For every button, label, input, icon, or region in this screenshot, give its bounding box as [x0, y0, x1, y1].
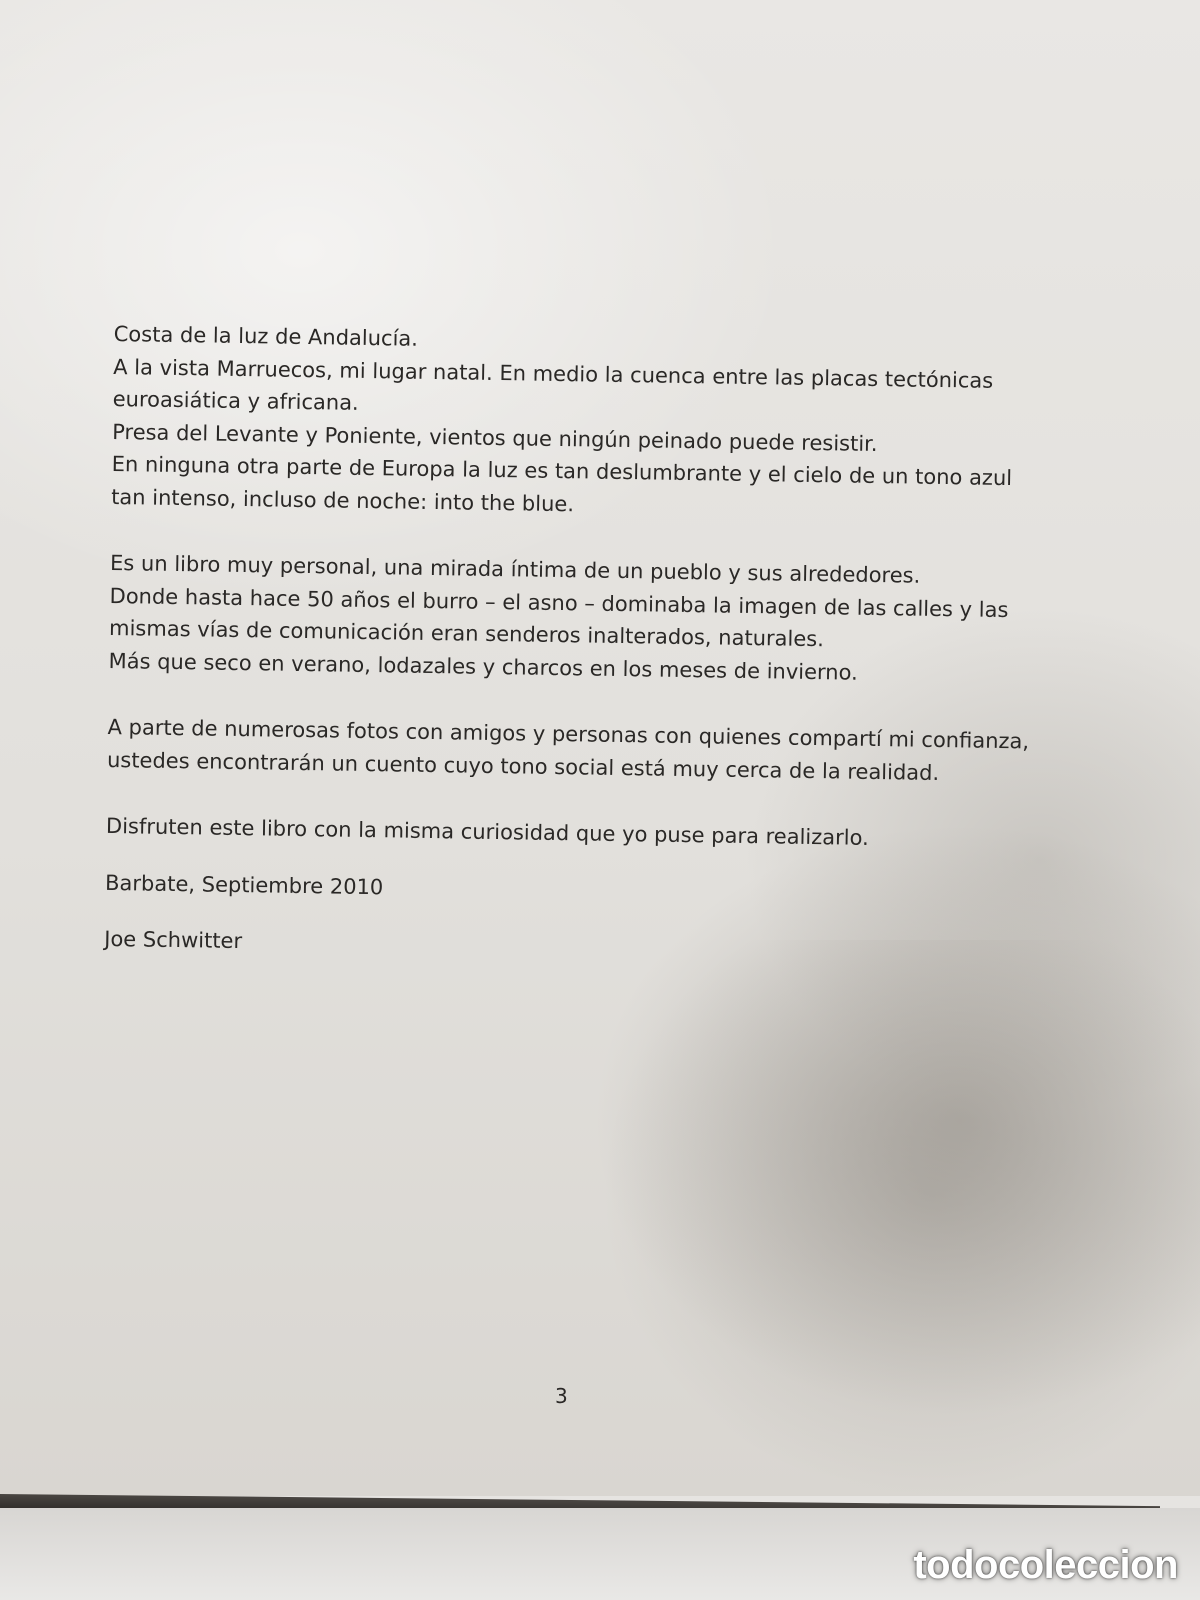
paragraph-enjoy — [106, 810, 1066, 858]
body-text — [103, 318, 1073, 1004]
author-signature — [104, 923, 1064, 971]
text-line: Es un libro muy personal, una mirada íntima de un pueblo y sus alrededores. — [109, 550, 921, 588]
text-line: tan intenso, incluso de noche: into the blue. — [111, 484, 575, 516]
paragraph-personal-book — [108, 547, 1070, 692]
page-number: 3 — [555, 1384, 568, 1408]
watermark: todocoleccion — [913, 1543, 1178, 1587]
text-line: euroasiática y africana. — [112, 386, 359, 415]
text-line: Barbate, Septiembre 2010 — [104, 870, 384, 899]
place-date — [105, 866, 1065, 914]
text-line: Joe Schwitter — [104, 926, 243, 954]
paragraph-intro — [111, 318, 1074, 528]
text-line: Donde hasta hace 50 años el burro – el asno – dominaba la imagen de las calles y las — [109, 583, 1009, 622]
text-line: En ninguna otra parte de Europa la luz es tan deslumbrante y el cielo de un tono azul — [111, 451, 1013, 491]
text-line: Más que seco en verano, lodazales y charcos en los meses de invierno. — [108, 648, 858, 685]
text-line: Presa del Levante y Poniente, vientos que ningún peinado puede resistir. — [112, 419, 878, 456]
text-line: mismas vías de comunicación eran senderos inalterados, naturales. — [108, 615, 825, 652]
text-line: Disfruten este libro con la misma curiosidad que yo puse para realizarlo. — [105, 813, 869, 850]
text-line: ustedes encontrarán un cuento cuyo tono social está muy cerca de la realidad. — [106, 747, 940, 785]
paragraph-photos — [107, 711, 1068, 791]
text-line: A parte de numerosas fotos con amigos y personas con quienes compartí mi confianza, — [107, 714, 1030, 754]
text-line: A la vista Marruecos, mi lugar natal. En medio la cuenca entre las placas tectónicas — [113, 354, 994, 393]
text-line: Costa de la luz de Andalucía. — [113, 321, 419, 351]
hand-shadow — [600, 940, 1200, 1500]
